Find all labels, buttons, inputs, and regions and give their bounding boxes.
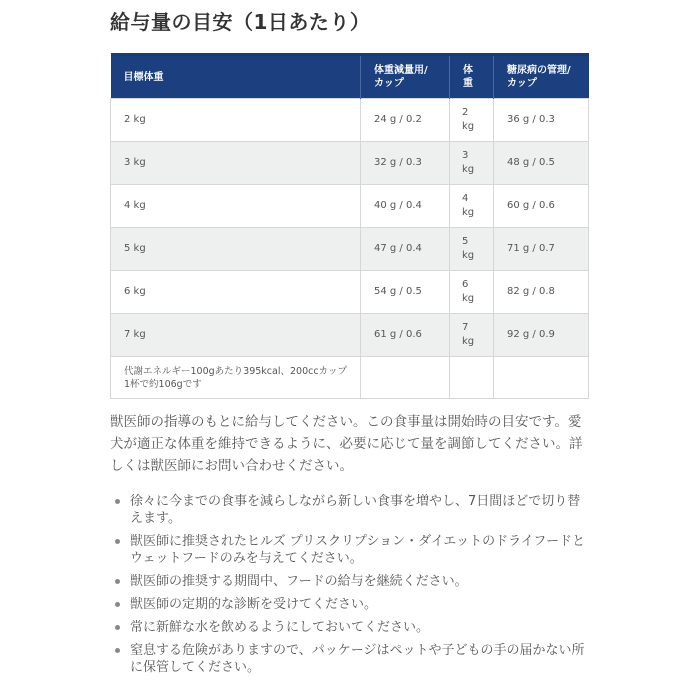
table-row	[111, 99, 589, 142]
cell-target-weight: 2 kg	[111, 99, 361, 142]
empty-cell	[361, 357, 450, 399]
empty-cell	[494, 357, 589, 399]
list-item	[110, 619, 588, 636]
table-row	[111, 185, 589, 228]
cell-target-weight: 5 kg	[111, 228, 361, 271]
tip-text: 徐々に今までの食事を減らしながら新しい食事を増やし、7日間ほどで切り替えます。	[130, 494, 581, 526]
cell-weight: 3 kg	[450, 142, 494, 185]
cell-weight-loss-amount: 24 g / 0.2	[361, 99, 450, 142]
list-item	[110, 573, 588, 590]
header-target-weight: 目標体重	[111, 55, 361, 99]
bullet-icon	[115, 499, 120, 504]
tips-list	[110, 493, 588, 682]
cell-weight-loss-amount: 61 g / 0.6	[361, 314, 450, 357]
header-diabetes-cup: 糖尿病の管理/カップ	[494, 55, 589, 99]
cell-weight-loss-amount: 40 g / 0.4	[361, 185, 450, 228]
bullet-icon	[115, 539, 120, 544]
tip-text: 獣医師の推奨する期間中、フードの給与を継続ください。	[130, 574, 468, 589]
list-item	[110, 642, 588, 676]
cell-weight: 2 kg	[450, 99, 494, 142]
intro-paragraph: 獣医師の指導のもとに給与してください。この食事量は開始時の目安です。愛犬が適正な体重を維持できるように、必要に応じて量を調節してください。詳しくは獣医師にお問い合わせください。	[110, 414, 583, 474]
table-row	[111, 271, 589, 314]
list-item	[110, 533, 588, 567]
header-weight-loss-cup: 体重減量用/カップ	[361, 55, 450, 99]
energy-note: 代謝エネルギー100gあたり395kcal、200ccカップ1杯で約106gです	[111, 357, 361, 399]
cell-weight-loss-amount: 54 g / 0.5	[361, 271, 450, 314]
cell-weight: 7 kg	[450, 314, 494, 357]
cell-target-weight: 7 kg	[111, 314, 361, 357]
cell-diabetes-amount: 36 g / 0.3	[494, 99, 589, 142]
table-row	[111, 228, 589, 271]
table-row	[111, 142, 589, 185]
cell-weight: 5 kg	[450, 228, 494, 271]
bullet-icon	[115, 602, 120, 607]
cell-weight: 4 kg	[450, 185, 494, 228]
header-weight: 体重	[450, 55, 494, 99]
cell-diabetes-amount: 60 g / 0.6	[494, 185, 589, 228]
tip-text: 常に新鮮な水を飲めるようにしておいてください。	[130, 620, 430, 635]
feeding-table	[110, 53, 589, 399]
cell-weight: 6 kg	[450, 271, 494, 314]
cell-diabetes-amount: 71 g / 0.7	[494, 228, 589, 271]
cell-target-weight: 6 kg	[111, 271, 361, 314]
table-header-row	[111, 55, 589, 99]
empty-cell	[450, 357, 494, 399]
list-item	[110, 493, 588, 527]
cell-target-weight: 4 kg	[111, 185, 361, 228]
list-item	[110, 596, 588, 613]
bullet-icon	[115, 579, 120, 584]
cell-target-weight: 3 kg	[111, 142, 361, 185]
cell-weight-loss-amount: 47 g / 0.4	[361, 228, 450, 271]
cell-diabetes-amount: 48 g / 0.5	[494, 142, 589, 185]
tip-text: 窒息する危険がありますので、パッケージはペットや子どもの手の届かない所に保管してください。	[130, 643, 585, 675]
page-title: 給与量の目安（1日あたり）	[110, 10, 371, 34]
tip-text: 獣医師に推奨されたヒルズ プリスクリプション・ダイエットのドライフードとウェットフードのみを与えてください。	[130, 534, 585, 566]
table-note-row	[111, 357, 589, 399]
cell-diabetes-amount: 82 g / 0.8	[494, 271, 589, 314]
table-row	[111, 314, 589, 357]
cell-weight-loss-amount: 32 g / 0.3	[361, 142, 450, 185]
tip-text: 獣医師の定期的な診断を受けてください。	[130, 597, 378, 612]
bullet-icon	[115, 648, 120, 653]
cell-diabetes-amount: 92 g / 0.9	[494, 314, 589, 357]
bullet-icon	[115, 625, 120, 630]
